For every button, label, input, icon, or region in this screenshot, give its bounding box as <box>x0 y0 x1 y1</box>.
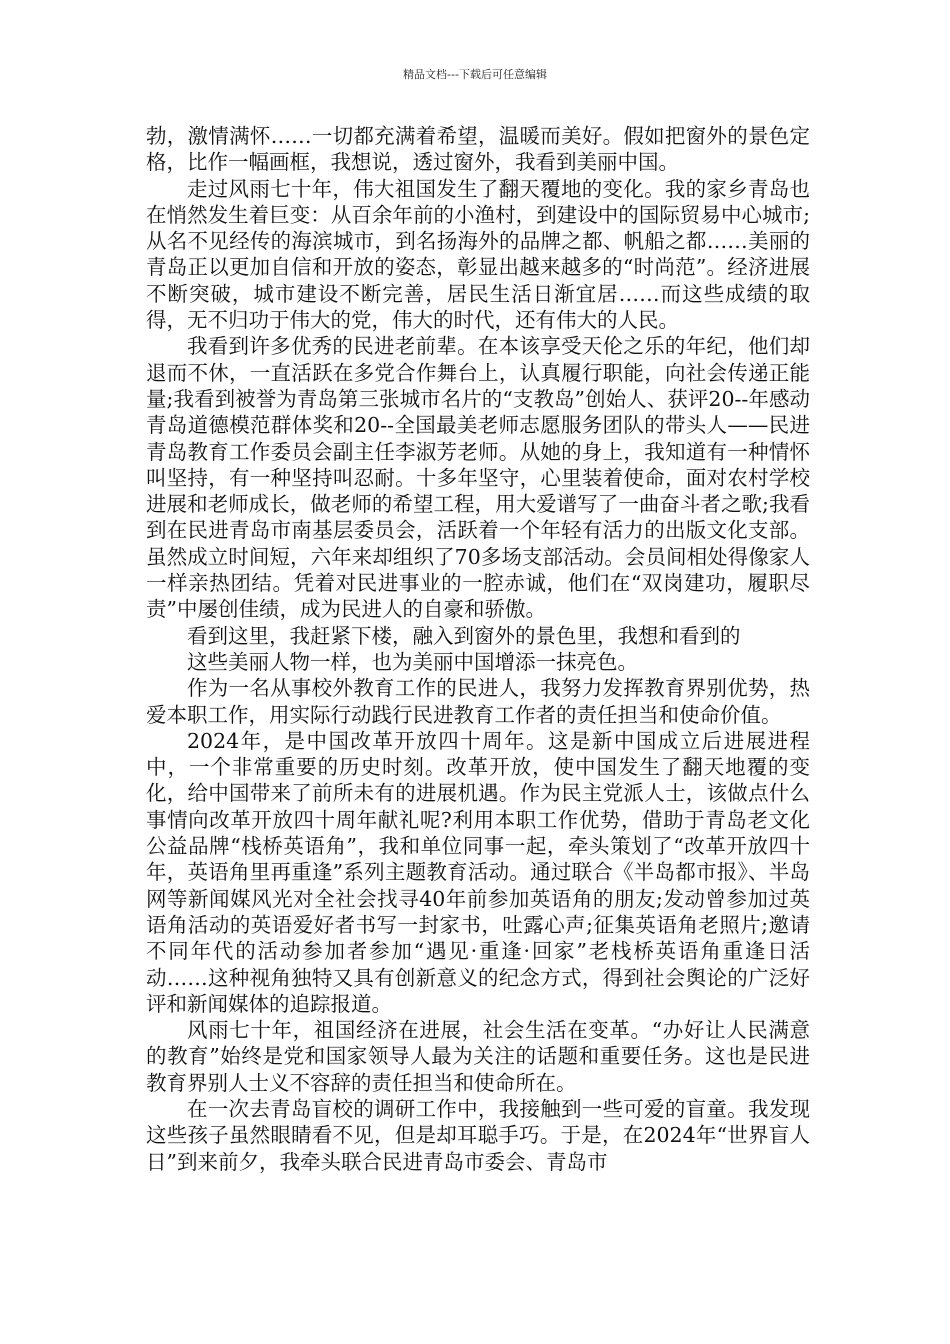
paragraph-downstairs: 看到这里，我赶紧下楼，融入到窗外的景色里，我想和看到的 <box>187 623 741 648</box>
paragraph-downstairs-cont: 这些美丽人物一样，也为美丽中国增添一抹亮色。 <box>187 649 638 674</box>
paragraph-hometown-qingdao: 走过风雨七十年，伟大祖国发生了翻天覆地的变化。我的家乡青岛也在悄然发生着巨变：从百余年前的小渔村，到建设中的国际贸易中心城市;从名不见经传的海滨城市，到名扬海外的品牌之都、帆船之都……美丽的青岛正以更加自信和开放的姿态，彰显出越来越多的“时尚范”。经济进展不断突破，城市建设不断完善，居民生活日渐宜居……而这些成绩的取得，无不归功于伟大的党，伟大的时代，还有伟大的人民。 <box>146 176 810 333</box>
page-header: 精品文档---下载后可任意编辑 <box>403 68 547 81</box>
paragraph-reform-anniversary: 2024年，是中国改革开放四十周年。这是新中国成立后进展进程中，一个非常重要的历史时刻。改革开放，使中国发生了翻天地覆的变化，给中国带来了前所未有的进展机遇。作为民主党派人士，该做点什么事情向改革开放四十周年献礼呢?利用本职工作优势，借助于青岛老文化公益品牌“栈桥英语角”，我和单位同事一起，牵头策划了“改革开放四十年，英语角里再重逢”系列主题教育活动。通过联合《半岛都市报》、半岛网等新闻媒风光对全社会找寻40年前参加英语角的朋友;发动曾参加过英语角活动的英语爱好者书写一封家书，吐露心声;征集英语角老照片;邀请不同年代的活动参加者参加“遇见·重逢·回家”老栈桥英语角重逢日活动……这种视角独特又具有创新意义的纪念方式，得到社会舆论的广泛好评和新闻媒体的追踪报道。 <box>146 728 810 1016</box>
paragraph-education-work: 作为一名从事校外教育工作的民进人，我努力发挥教育界别优势，热爱本职工作，用实际行动践行民进教育工作者的责任担当和使命价值。 <box>146 676 810 727</box>
paragraph-continuation: 勃，激情满怀……一切都充满着希望，温暖而美好。假如把窗外的景色定格，比作一幅画框，我想说，透过窗外，我看到美丽中国。 <box>146 124 810 175</box>
paragraph-satisfying-education: 风雨七十年，祖国经济在进展，社会生活在变革。“办好让人民满意的教育”始终是党和国家领导人最为关注的话题和重要任务。这也是民进教育界别人士义不容辞的责任担当和使命所在。 <box>146 1018 810 1095</box>
document-body <box>146 123 810 1175</box>
paragraph-predecessors: 我看到许多优秀的民进老前辈。在本该享受天伦之乐的年纪，他们却退而不休，一直活跃在多党合作舞台上，认真履行职能，向社会传递正能量;我看到被誉为青岛第三张城市名片的“支教岛”创始人、获评20--年感动青岛道德模范群体奖和20--全国最美老师志愿服务团队的带头人——民进青岛教育工作委员会副主任李淑芳老师。从她的身上，我知道有一种情怀叫坚持，有一种坚持叫忍耐。十多年坚守，心里装着使命，面对农村学校进展和老师成长，做老师的希望工程，用大爱谱写了一曲奋斗者之歌;我看到在民进青岛市南基层委员会，活跃着一个年轻有活力的出版文化支部。虽然成立时间短，六年来却组织了70多场支部活动。会员间相处得像家人一样亲热团结。凭着对民进事业的一腔赤诚，他们在“双岗建功，履职尽责”中屡创佳绩，成为民进人的自豪和骄傲。 <box>146 334 810 622</box>
paragraph-blind-school: 在一次去青岛盲校的调研工作中，我接触到一些可爱的盲童。我发现这些孩子虽然眼睛看不见，但是却耳聪手巧。于是，在2024年“世界盲人日”到来前夕，我牵头联合民进青岛市委会、青岛市 <box>146 1096 810 1174</box>
